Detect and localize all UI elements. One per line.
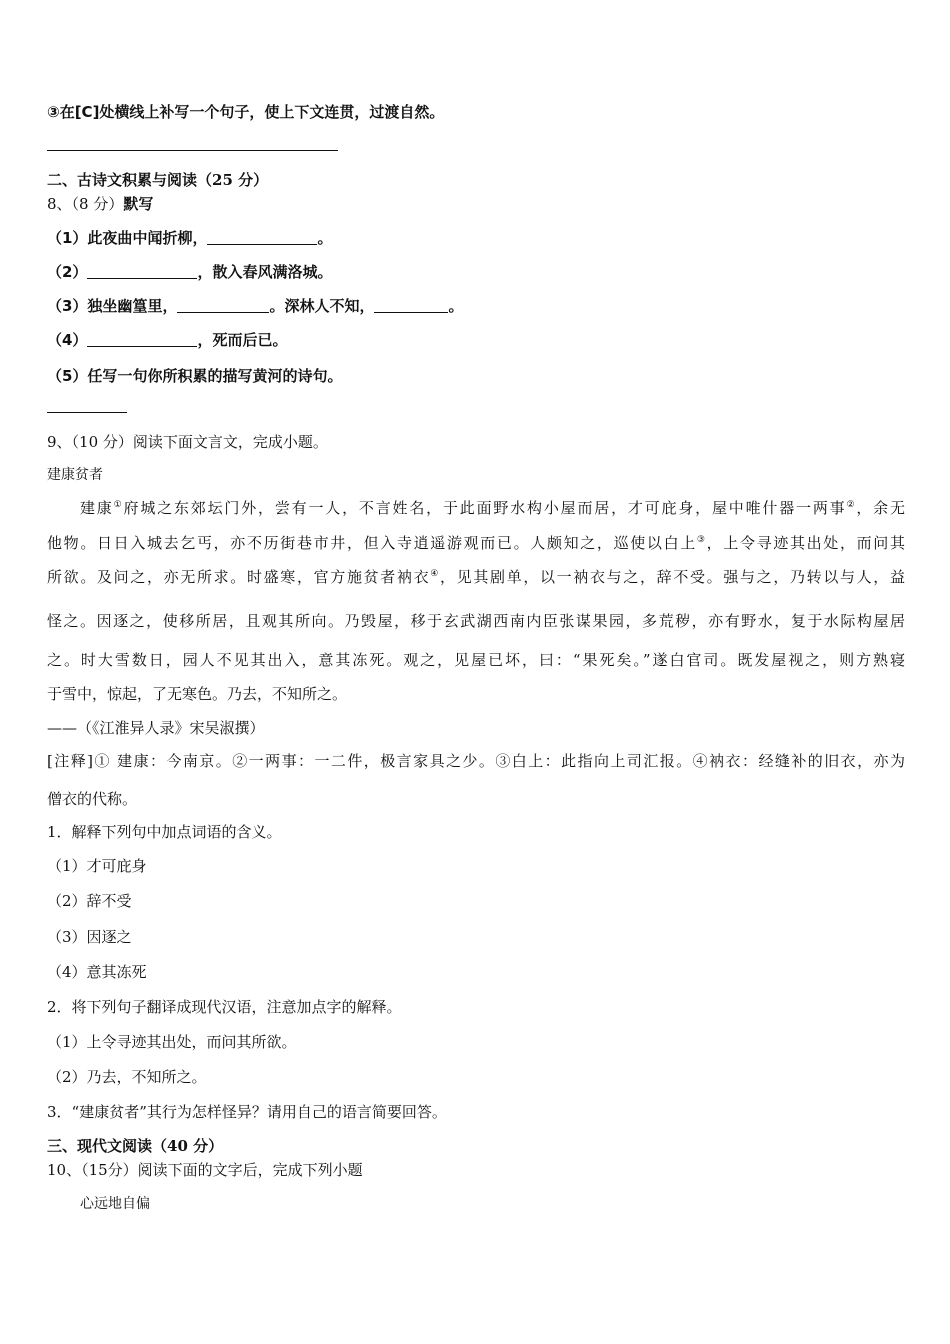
blank-line[interactable]: [374, 298, 448, 313]
q8-number: 8、: [47, 195, 72, 213]
sub2-item-1: （1）上令寻迹其出处，而问其所欲。: [47, 1033, 297, 1051]
q10-header: 10、（15分）阅读下面的文字后，完成下列小题: [47, 1161, 363, 1179]
passage-line-1: 建康①府城之东郊坛门外，尝有一人，不言姓名，于此面野水构小屋而居，才可庇身，屋中唯什器一两事②，余无: [80, 499, 905, 517]
answer-line: [47, 150, 338, 151]
q8-item-2: （2） ，散入春风满洛城。: [47, 263, 333, 281]
q10-passage-title: 心远地自偏: [80, 1196, 150, 1212]
q9-header: 9、（10 分）阅读下面文言文，完成小题。: [47, 433, 328, 451]
q8-header: [47, 194, 153, 214]
notes-line-2: 僧衣的代称。: [47, 790, 138, 808]
q8-item-1: （1）此夜曲中闻折柳， 。: [47, 229, 333, 247]
q8-item-5: （5）任写一句你所积累的描写黄河的诗句。: [47, 367, 343, 385]
passage-line-3: 所欲。及问之，亦无所求。时盛寒，官方施贫者衲衣④，见其剧单，以一衲衣与之，辞不受。强与之，乃转以与人，益: [47, 568, 905, 586]
sub3-title: 3．“建康贫者”其行为怎样怪异？请用自己的语言简要回答。: [47, 1103, 447, 1121]
blank-line[interactable]: [87, 332, 197, 347]
sub2-item-2: （2）乃去，不知所之。: [47, 1068, 207, 1086]
answer-line: [47, 412, 127, 413]
sub1-item-4: （4）意其冻死: [47, 963, 147, 981]
sub2-title: 2．将下列句子翻译成现代汉语，注意加点字的解释。: [47, 998, 402, 1016]
passage-line-6: 于雪中，惊起，了无寒色。乃去，不知所之。: [47, 685, 348, 703]
passage-title: 建康贫者: [47, 467, 103, 483]
passage-line-5: 之。时大雪数日，园人不见其出入，意其冻死。观之，见屋已坏，曰：“果死矣。”遂白官司。既发屋视之，则方熟寝: [47, 651, 905, 669]
passage-line-2: 他物。日日入城去乞丐，亦不历街巷市井，但入寺逍遥游观而已。人颇知之，巡使以白上③，上令寻迹其出处，而问其: [47, 534, 905, 552]
blank-line[interactable]: [207, 230, 317, 245]
notes-line-1: [注释]① 建康：今南京。②一两事：一二件，极言家具之少。③白上：此指向上司汇报。④衲衣：经缝补的旧衣，亦为: [47, 752, 905, 770]
sub1-item-3: （3）因逐之: [47, 928, 132, 946]
sub1-item-1: （1）才可庇身: [47, 857, 147, 875]
q8-item-4: （4） ，死而后已。: [47, 331, 288, 349]
section2-title: 二、古诗文积累与阅读（25 分）: [47, 171, 269, 189]
blank-line[interactable]: [87, 264, 197, 279]
passage-source: ——（《江淮异人录》宋吴淑撰）: [47, 719, 265, 737]
q8-item-3: （3）独坐幽篁里， 。深林人不知， 。: [47, 297, 464, 315]
sub1-title: 1．解释下列句中加点词语的含义。: [47, 823, 282, 841]
sub1-item-2: （2）辞不受: [47, 892, 132, 910]
passage-line-4: 怪之。因逐之，使移所居，且观其所向。乃毁屋，移于玄武湖西南内臣张谋果园，多荒秽，亦有野水，复于水际构屋居: [47, 612, 905, 630]
blank-line[interactable]: [177, 298, 269, 313]
q8-title: 默写: [123, 195, 154, 213]
q8-score: （8 分）: [71, 195, 124, 213]
q7-item3-text: ③在[C]处横线上补写一个句子，使上下文连贯，过渡自然。: [47, 103, 445, 121]
section3-title: 三、现代文阅读（40 分）: [47, 1137, 224, 1155]
